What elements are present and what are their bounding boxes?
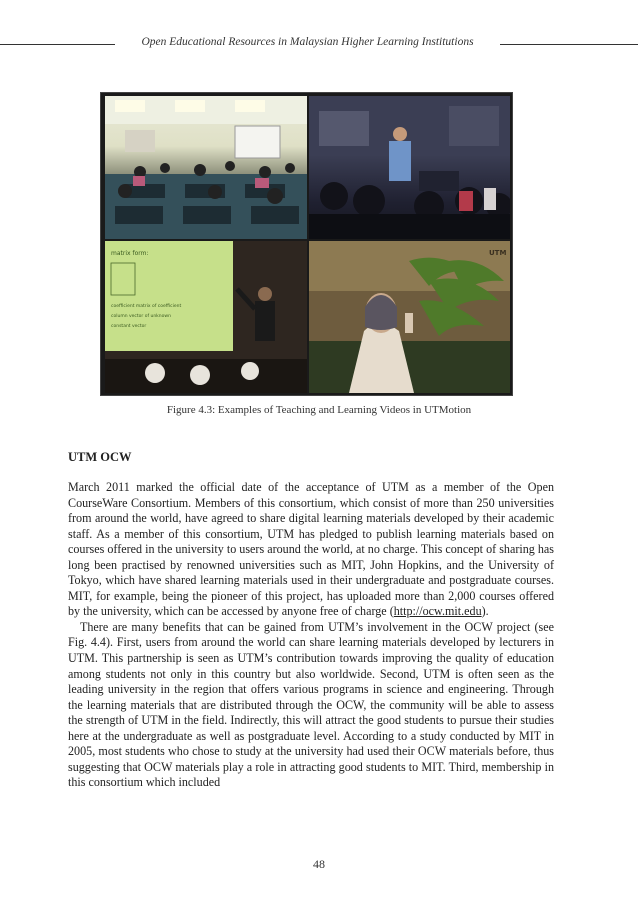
slide-line-3: constant vector [111,324,147,329]
mit-ocw-link[interactable]: http://ocw.mit.edu [393,604,482,619]
slide-line-2: column vector of unknown [111,314,171,319]
paragraph-2: There are many benefits that can be gained from UTM’s involvement in the OCW project (see Fig. 4.4). First, users from around the world can share learning materials developed by lecturers in UTM. This partnership is seen as UTM’s contribution towards improving the quality of education among students not only in this country but also worldwide. Second, UTM is often seen as the leading university in the region that offers various programs in science and engineering. Through the learning materials that are distributed through the OCW, the community will be able to assess the strength of UTM in the field. Indirectly, this will attract the good students to pursue their studies here at the undergraduate as well as postgraduate level. According to a study conducted by MIT in 2005, most students who chose to study at the university had used their OCW materials before, thus suggesting that OCW materials play a role in attracting good students to MIT. Third, membership in this consortium which included [68,619,554,790]
photo-watermark: UTM [489,249,507,257]
slide-line-1: coefficient matrix of coefficient [111,304,182,309]
photo-slide-presenter [105,241,307,393]
photo-speaker-plants [309,241,510,393]
header-title: Open Educational Resources in Malaysian Higher Learning Institutions [141,36,474,48]
body-text [68,480,554,791]
page-number: 48 [313,857,325,871]
header-rule-left [0,44,115,45]
running-header [0,30,638,60]
paragraph-1-tail: ). [481,604,489,619]
paragraph-1 [68,480,554,620]
paragraph-1-text: March 2011 marked the official date of the acceptance of UTM as a member of the Open CourseWare Consortium. Members of this consortium, which consist of more than 250 universities from around the world, have agreed to share digital learning materials developed by their academic staff. As a member of this consortium, UTM has pledged to publish learning materials based on courses offered in the university to users around the world, at no charge. This concept of sharing has long been practised by renowned universities such as MIT, John Hopkins, and the University of Tokyo, which have shared learning materials used in their undergraduate and postgraduate courses. MIT, for example, being the pioneer of this project, has uploaded more than 2,000 courses offered by the university, which can be accessed by anyone free of charge ( [68,480,554,619]
photo-classroom-students [105,96,307,239]
figure-caption: Figure 4.3: Examples of Teaching and Learning Videos in UTMotion [166,404,472,416]
figure-photo-grid [100,92,513,396]
photo-lecturer-front [309,96,510,239]
slide-heading: matrix form: [111,250,149,257]
section-title: UTM OCW [68,450,132,464]
header-rule-right [500,44,638,45]
